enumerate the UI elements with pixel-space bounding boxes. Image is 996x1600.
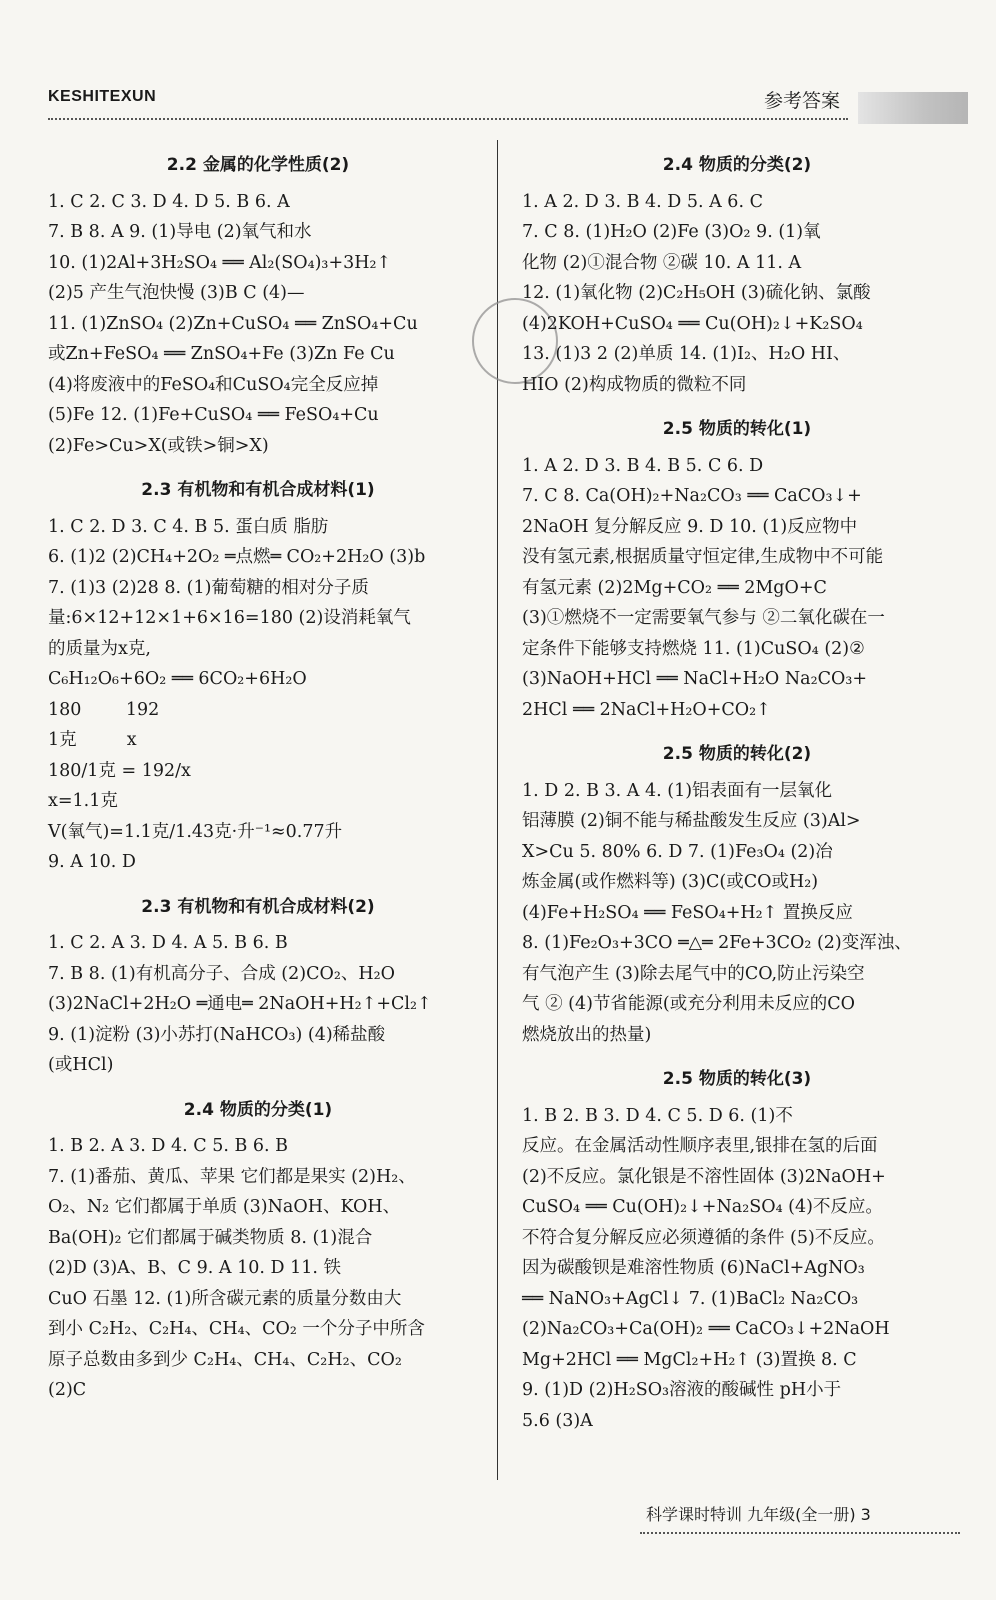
answer-line: 铝薄膜 (2)铜不能与稀盐酸发生反应 (3)Al> (522, 811, 861, 831)
answer-line: 9. A 10. D (48, 852, 136, 872)
answer-line: (2)不反应。氯化银是不溶性固体 (3)2NaOH+ (522, 1166, 886, 1187)
answer-line: V(氧气)=1.1克/1.43克·升⁻¹≈0.77升 (48, 821, 343, 842)
answer-line: 6. (1)2 (2)CH₄+2O₂ ═点燃═ CO₂+2H₂O (3)b (48, 547, 426, 567)
answer-line: 13. (1)3 2 (2)单质 14. (1)I₂、H₂O HI、 (522, 344, 851, 364)
answer-line: 有气泡产生 (3)除去尾气中的CO,防止污染空 (522, 963, 865, 984)
answer-line: (3)2NaCl+2H₂O ═通电═ 2NaOH+H₂↑+Cl₂↑ (48, 994, 432, 1014)
answer-line: Mg+2HCl ══ MgCl₂+H₂↑ (3)置换 8. C (522, 1349, 857, 1370)
section-title: 2.4 物质的分类(2) (662, 155, 812, 175)
footer-rule (640, 1532, 960, 1534)
header-brand: KESHITEXUN (48, 88, 157, 105)
answer-line: 7. (1)番茄、黄瓜、苹果 它们都是果实 (2)H₂、 (48, 1166, 416, 1187)
section-title: 2.4 物质的分类(1) (183, 1099, 333, 1120)
answer-line: 1克 x (48, 730, 137, 750)
answer-section (522, 739, 952, 1050)
answer-line: (2)C (48, 1380, 87, 1400)
answer-line: 因为碳酸钡是难溶性物质 (6)NaCl+AgNO₃ (522, 1258, 865, 1278)
answer-line: 5.6 (3)A (522, 1410, 593, 1431)
answer-line: 化物 (2)①混合物 ②碳 10. A 11. A (522, 252, 802, 273)
answer-line: 量:6×12+12×1+6×16=180 (2)设消耗氧气 (48, 608, 411, 628)
answer-section (522, 1064, 952, 1436)
answer-line: 1. C 2. C 3. D 4. D 5. B 6. A (48, 191, 290, 212)
answer-line: 定条件下能够支持燃烧 11. (1)CuSO₄ (2)② (522, 638, 865, 659)
header-title: 参考答案 (764, 90, 841, 112)
answer-line: CuO 石墨 12. (1)所含碳元素的质量分数由大 (48, 1288, 402, 1309)
answer-line: 1. A 2. D 3. B 4. D 5. A 6. C (522, 191, 763, 212)
answer-line: ══ NaNO₃+AgCl↓ 7. (1)BaCl₂ Na₂CO₃ (522, 1288, 859, 1309)
answer-line: 11. (1)ZnSO₄ (2)Zn+CuSO₄ ══ ZnSO₄+Cu (48, 313, 418, 334)
answer-line: 到小 C₂H₂、C₂H₄、CH₄、CO₂ 一个分子中所含 (48, 1319, 425, 1339)
answer-line: 9. (1)淀粉 (3)小苏打(NaHCO₃) (4)稀盐酸 (48, 1024, 386, 1045)
answer-line: 12. (1)氧化物 (2)C₂H₅OH (3)硫化钠、氯酸 (522, 283, 871, 303)
answer-line: C₆H₁₂O₆+6O₂ ══ 6CO₂+6H₂O (48, 669, 307, 689)
answer-line: 1. D 2. B 3. A 4. (1)铝表面有一层氧化 (522, 780, 833, 801)
answer-line: 2HCl ══ 2NaCl+H₂O+CO₂↑ (522, 699, 771, 720)
answer-line: (2)D (3)A、B、C 9. A 10. D 11. 铁 (48, 1258, 341, 1278)
answer-line: HIO (2)构成物质的微粒不同 (522, 374, 747, 395)
answer-line: 10. (1)2Al+3H₂SO₄ ══ Al₂(SO₄)₃+3H₂↑ (48, 252, 392, 273)
section-title: 2.5 物质的转化(1) (662, 419, 812, 439)
answer-section (48, 1095, 468, 1406)
answer-line: 1. C 2. D 3. C 4. B 5. 蛋白质 脂肪 (48, 516, 329, 537)
answer-line: 180/1克 = 192/x (48, 760, 191, 781)
answer-section (522, 414, 952, 725)
header-tab-decoration (858, 92, 968, 124)
answer-line: X>Cu 5. 80% 6. D 7. (1)Fe₃O₄ (2)冶 (522, 841, 833, 862)
answer-section (48, 475, 468, 878)
section-title: 2.3 有机物和有机合成材料(2) (141, 896, 375, 917)
answer-line: 燃烧放出的热量) (522, 1024, 652, 1045)
answer-line: 1. B 2. A 3. D 4. C 5. B 6. B (48, 1136, 289, 1156)
answer-line: O₂、N₂ 它们都属于单质 (3)NaOH、KOH、 (48, 1197, 401, 1217)
answer-line: (3)①燃烧不一定需要氧气参与 ②二氧化碳在一 (522, 608, 885, 628)
answer-line: (或HCl) (48, 1055, 114, 1075)
answer-line: 反应。在金属活动性顺序表里,银排在氢的后面 (522, 1136, 878, 1156)
footer-text: 科学课时特训 九年级(全一册) 3 (646, 1505, 871, 1524)
answer-line: CuSO₄ ══ Cu(OH)₂↓+Na₂SO₄ (4)不反应。 (522, 1197, 883, 1217)
answer-line: 9. (1)D (2)H₂SO₃溶液的酸碱性 pH小于 (522, 1380, 842, 1400)
section-title: 2.5 物质的转化(2) (662, 744, 812, 764)
answer-line: 不符合复分解反应必须遵循的条件 (5)不反应。 (522, 1227, 885, 1248)
answer-line: (2)5 产生气泡快慢 (3)B C (4)— (48, 283, 305, 303)
answer-line: Ba(OH)₂ 它们都属于碱类物质 8. (1)混合 (48, 1227, 373, 1248)
answer-line: 原子总数由多到少 C₂H₄、CH₄、C₂H₂、CO₂ (48, 1349, 402, 1370)
answer-line: 7. B 8. A 9. (1)导电 (2)氧气和水 (48, 222, 312, 242)
answer-line: 有氢元素 (2)2Mg+CO₂ ══ 2MgO+C (522, 577, 827, 598)
answer-line: x=1.1克 (48, 791, 118, 811)
answer-line: 气 ② (4)节省能源(或充分利用未反应的CO (522, 994, 855, 1014)
answer-line: 炼金属(或作燃料等) (3)C(或CO或H₂) (522, 872, 819, 892)
answer-section (48, 892, 468, 1081)
answer-line: 或Zn+FeSO₄ ══ ZnSO₄+Fe (3)Zn Fe Cu (48, 344, 395, 364)
section-title: 2.2 金属的化学性质(2) (166, 155, 350, 175)
answer-line: (4)Fe+H₂SO₄ ══ FeSO₄+H₂↑ 置换反应 (522, 902, 853, 923)
answer-line: 7. (1)3 (2)28 8. (1)葡萄糖的相对分子质 (48, 577, 369, 598)
header-rule (48, 118, 848, 120)
answer-line: (4)2KOH+CuSO₄ ══ Cu(OH)₂↓+K₂SO₄ (522, 313, 863, 334)
answer-line: 7. C 8. (1)H₂O (2)Fe (3)O₂ 9. (1)氧 (522, 222, 821, 242)
answer-line: 1. C 2. A 3. D 4. A 5. B 6. B (48, 933, 288, 953)
answer-line: 7. C 8. Ca(OH)₂+Na₂CO₃ ══ CaCO₃↓+ (522, 486, 862, 506)
answer-line: (5)Fe 12. (1)Fe+CuSO₄ ══ FeSO₄+Cu (48, 405, 379, 425)
answer-line: 180 192 (48, 699, 160, 720)
answer-line: 7. B 8. (1)有机高分子、合成 (2)CO₂、H₂O (48, 963, 395, 984)
left-column (48, 150, 468, 1420)
answer-section (522, 150, 952, 400)
answer-line: (3)NaOH+HCl ══ NaCl+H₂O Na₂CO₃+ (522, 669, 868, 689)
answer-section (48, 150, 468, 461)
answer-line: 1. B 2. B 3. D 4. C 5. D 6. (1)不 (522, 1105, 793, 1126)
section-title: 2.3 有机物和有机合成材料(1) (141, 480, 375, 500)
answer-line: (2)Na₂CO₃+Ca(OH)₂ ══ CaCO₃↓+2NaOH (522, 1319, 890, 1339)
answer-line: 没有氢元素,根据质量守恒定律,生成物中不可能 (522, 547, 884, 567)
answer-line: 1. A 2. D 3. B 4. B 5. C 6. D (522, 455, 764, 476)
right-column (522, 150, 952, 1450)
section-title: 2.5 物质的转化(3) (662, 1069, 812, 1089)
answer-line: 8. (1)Fe₂O₃+3CO ═△═ 2Fe+3CO₂ (2)变浑浊、 (522, 933, 912, 953)
answer-line: 2NaOH 复分解反应 9. D 10. (1)反应物中 (522, 516, 858, 537)
answer-line: 的质量为x克, (48, 638, 151, 659)
answer-line: (2)Fe>Cu>X(或铁>铜>X) (48, 435, 269, 456)
answer-line: (4)将废液中的FeSO₄和CuSO₄完全反应掉 (48, 374, 379, 395)
